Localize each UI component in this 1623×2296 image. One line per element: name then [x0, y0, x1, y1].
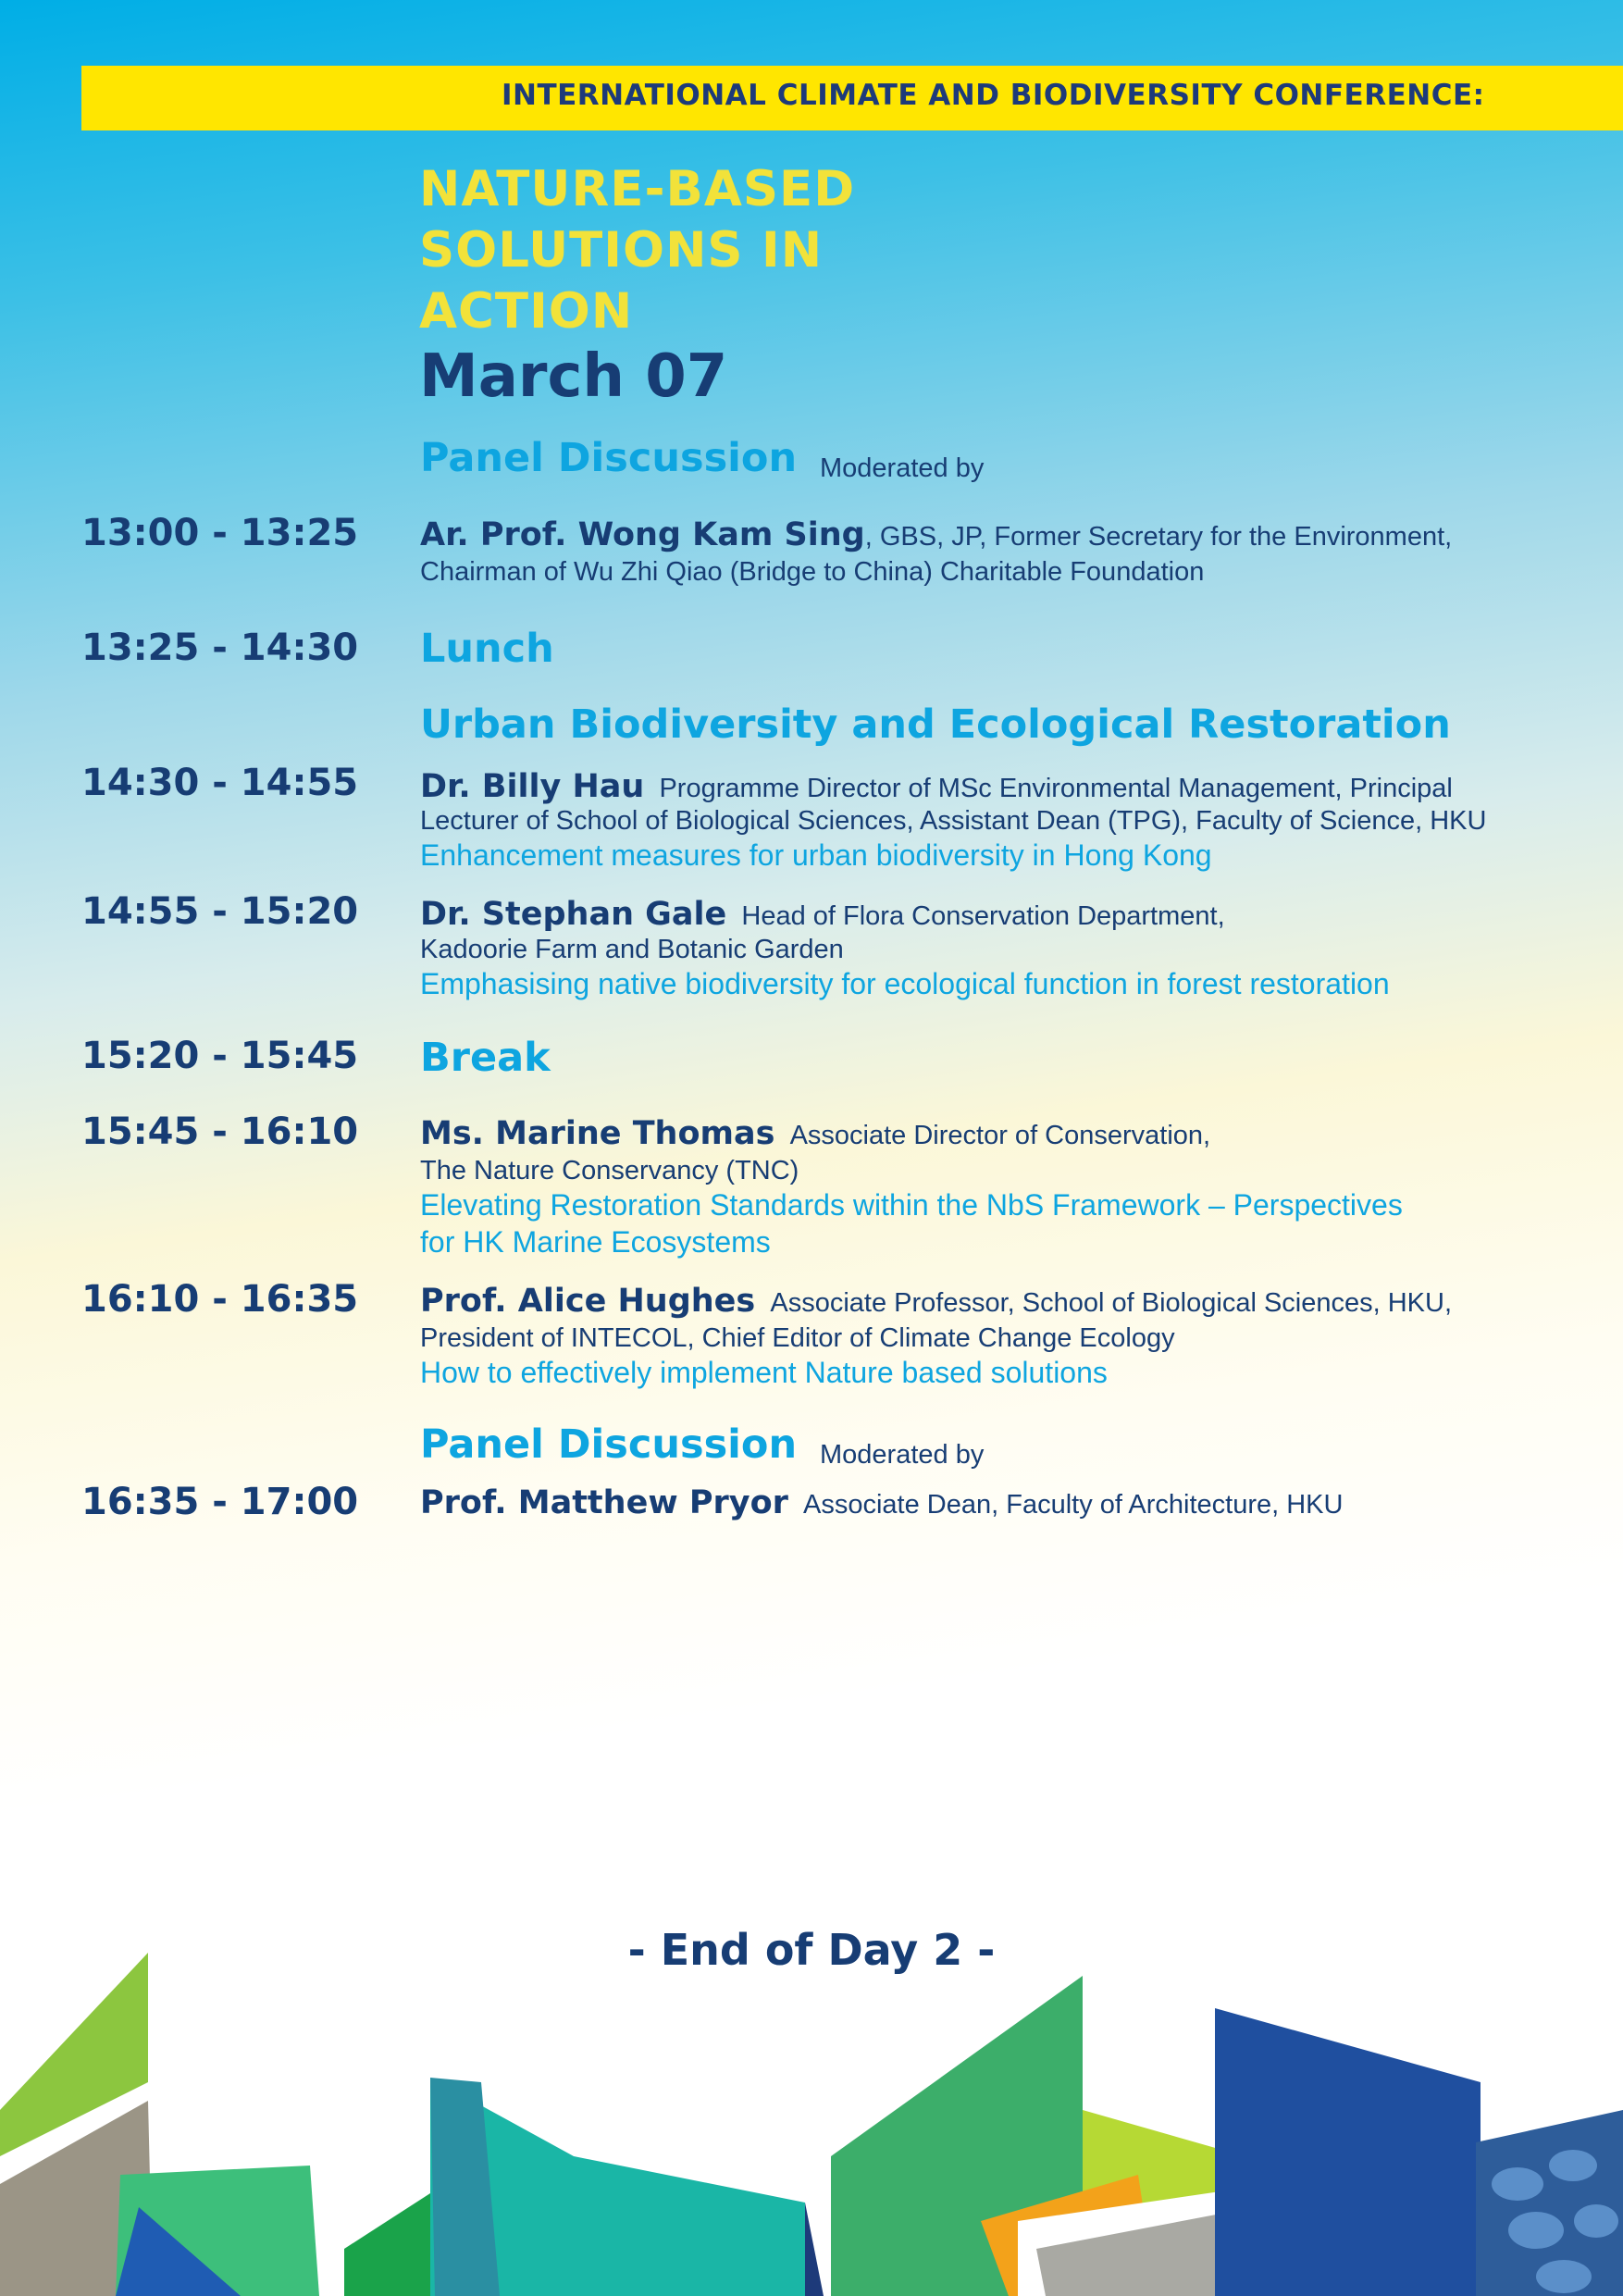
time-slot-1300: 13:00 - 13:25: [81, 512, 359, 554]
speaker-line-thomas: [420, 1115, 1210, 1152]
speaker-name-pryor: Prof. Matthew Pryor: [420, 1484, 788, 1521]
deco-dark-shape: [805, 2203, 824, 2296]
panel-heading-1: Panel Discussion: [420, 435, 798, 481]
speaker-role-gale-2: Kadoorie Farm and Botanic Garden: [420, 935, 844, 964]
talk-title-thomas-1: Elevating Restoration Standards within the NbS Framework – Perspectives: [420, 1188, 1403, 1222]
speaker-role-wong-1: , GBS, JP, Former Secretary for the Environment,: [864, 522, 1453, 552]
speaker-role-hau-2: Lecturer of School of Biological Sciences, Assistant Dean (TPG), Faculty of Science, HKU: [420, 806, 1487, 836]
lunch-label: Lunch: [420, 626, 554, 672]
speaker-role-pryor: Associate Dean, Faculty of Architecture, HKU: [803, 1490, 1344, 1520]
section-heading: Urban Biodiversity and Ecological Restoration: [420, 701, 1451, 748]
deco-blue-shape-2: [1215, 2008, 1481, 2296]
talk-title-hau: Enhancement measures for urban biodiversity in Hong Kong: [420, 838, 1212, 872]
time-slot-1325: 13:25 - 14:30: [81, 627, 359, 669]
break-label: Break: [420, 1035, 551, 1081]
time-slot-1635: 16:35 - 17:00: [81, 1481, 359, 1523]
moderated-by-label-1: Moderated by: [820, 453, 985, 483]
conference-banner: [81, 66, 1623, 130]
event-title-logo: [419, 159, 855, 342]
day-date: March 07: [419, 342, 728, 411]
end-of-day-label: - End of Day 2 -: [627, 1925, 996, 1975]
speaker-name-hau: Dr. Billy Hau: [420, 768, 645, 805]
conference-name: INTERNATIONAL CLIMATE AND BIODIVERSITY CONFERENCE:: [502, 79, 1485, 112]
deco-green-shape-3: [344, 2193, 435, 2296]
footer-decoration: [0, 1943, 1623, 2296]
speaker-line-gale: [420, 896, 1225, 933]
talk-title-hughes: How to effectively implement Nature based solutions: [420, 1356, 1108, 1389]
time-slot-1610: 16:10 - 16:35: [81, 1278, 359, 1321]
speaker-name-gale: Dr. Stephan Gale: [420, 896, 727, 933]
event-title-line-3: ACTION: [419, 283, 634, 340]
speaker-role-hau-1: Programme Director of MSc Environmental Management, Principal: [659, 774, 1453, 803]
event-title-line-2: SOLUTIONS IN: [419, 222, 824, 279]
speaker-role-hughes-2: President of INTECOL, Chief Editor of Climate Change Ecology: [420, 1323, 1175, 1353]
time-slot-1455: 14:55 - 15:20: [81, 890, 359, 933]
speaker-role-gale-1: Head of Flora Conservation Department,: [741, 901, 1225, 931]
time-slot-1430: 14:30 - 14:55: [81, 762, 359, 804]
speaker-name-thomas: Ms. Marine Thomas: [420, 1115, 775, 1152]
speaker-role-thomas-2: The Nature Conservancy (TNC): [420, 1156, 799, 1185]
event-title-line-1: NATURE-BASED: [419, 161, 856, 217]
time-slot-1545: 15:45 - 16:10: [81, 1111, 359, 1153]
speaker-role-hughes-1: Associate Professor, School of Biological Sciences, HKU,: [770, 1288, 1453, 1318]
talk-title-thomas-2: for HK Marine Ecosystems: [420, 1225, 771, 1259]
speaker-line-hau: [420, 768, 1453, 805]
time-slot-1520: 15:20 - 15:45: [81, 1035, 359, 1077]
speaker-name-hughes: Prof. Alice Hughes: [420, 1283, 756, 1320]
speaker-role-thomas-1: Associate Director of Conservation,: [789, 1121, 1211, 1150]
speaker-name-wong: Ar. Prof. Wong Kam Sing: [420, 516, 865, 553]
speaker-line-pryor: [420, 1484, 1343, 1521]
panel-heading-2: Panel Discussion: [420, 1421, 798, 1468]
speaker-role-wong-2: Chairman of Wu Zhi Qiao (Bridge to China) Charitable Foundation: [420, 557, 1205, 587]
speaker-line-hughes: [420, 1283, 1452, 1320]
talk-title-gale: Emphasising native biodiversity for ecological function in forest restoration: [420, 967, 1390, 1000]
speaker-line-wong: [420, 516, 1452, 553]
moderated-by-label-2: Moderated by: [820, 1440, 985, 1470]
